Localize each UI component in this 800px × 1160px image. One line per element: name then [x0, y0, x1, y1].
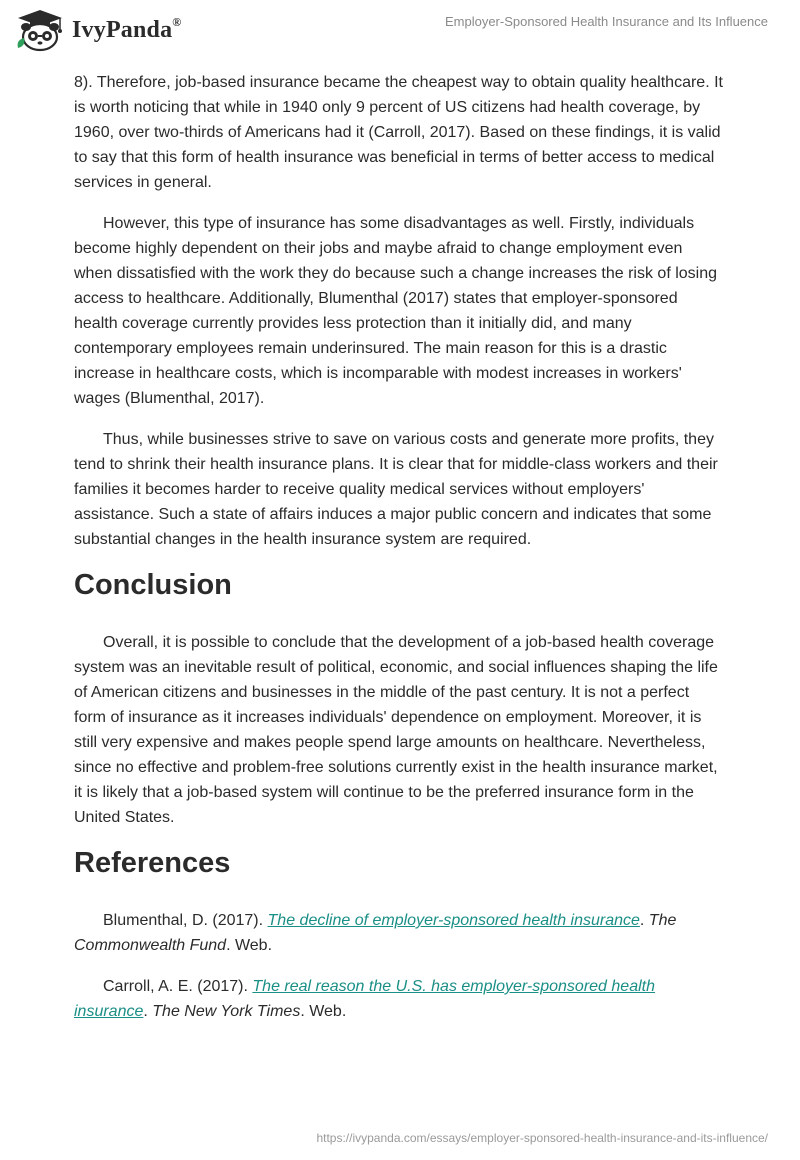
conclusion-paragraph: Overall, it is possible to conclude that the development of a job-based health coverage system was an inevitable result of political, economic, and social influences shaping the life of American citizens and businesses in the middle of the past century. It is not a perfect form of insurance as it increases individuals' dependence on employment. Moreover, it is still very expensive and makes people spend large amounts on healthcare. Nevertheless, since no effective and problem-free solutions currently exist in the health insurance market, it is likely that a job-based system will continue to be the preferred insurance form in the United States.: [74, 634, 718, 826]
paragraph-2: However, this type of insurance has some disadvantages as well. Firstly, individuals become highly dependent on their jobs and maybe afraid to change employment even when dissatisfied with the work they do because such a change increases the risk of losing access to healthcare. Additionally, Blumenthal (2017) states that employer-sponsored health coverage currently provides less protection than it initially did, and many contemporary employees remain underinsured. The main reason for this is a drastic increase in healthcare costs, which is incomparable with modest increases in workers' wages (Blumenthal, 2017).: [74, 215, 718, 407]
reference-author: Blumenthal, D. (2017).: [103, 912, 268, 929]
reference-separator: .: [639, 912, 649, 929]
reference-source: The Commonwealth Fund: [74, 912, 677, 954]
reference-source: The New York Times: [152, 1003, 301, 1020]
reference-end: . Web.: [300, 1003, 347, 1020]
footer-url[interactable]: https://ivypanda.com/essays/employer-sponsored-health-insurance-and-its-influence/: [316, 1131, 768, 1145]
brand-name: IvyPanda®: [72, 14, 182, 43]
reference-author: Carroll, A. E. (2017).: [103, 978, 253, 995]
essay-content: [74, 70, 724, 1040]
panda-icon: [14, 8, 66, 52]
reference-link[interactable]: The decline of employer-sponsored health insurance: [267, 912, 640, 929]
page-header: [0, 0, 800, 70]
paragraph-1: 8). Therefore, job-based insurance became the cheapest way to obtain quality healthcare. It is worth noticing that while in 1940 only 9 percent of US citizens had health coverage, by 1960, over two-thirds of Americans had it (Carroll, 2017). Based on these findings, it is valid to say that this form of health insurance was beneficial in terms of better access to medical services in general.: [74, 74, 723, 191]
conclusion-heading: Conclusion: [74, 569, 232, 601]
reference-item: [74, 908, 724, 958]
reference-link[interactable]: The real reason the U.S. has employer-sponsored health insurance: [74, 978, 655, 1020]
references-heading: References: [74, 847, 231, 879]
reference-end: . Web.: [226, 937, 273, 954]
ivypanda-logo[interactable]: [14, 8, 181, 52]
reference-separator: .: [143, 1003, 153, 1020]
reference-item: [74, 974, 724, 1024]
document-title: Employer-Sponsored Health Insurance and Its Influence: [444, 14, 768, 29]
paragraph-3: Thus, while businesses strive to save on various costs and generate more profits, they tend to shrink their health insurance plans. It is clear that for middle-class workers and their families it becomes harder to receive quality medical services without employers' assistance. Such a state of affairs induces a major public concern and indicates that some substantial changes in the health insurance system are required.: [74, 431, 718, 548]
